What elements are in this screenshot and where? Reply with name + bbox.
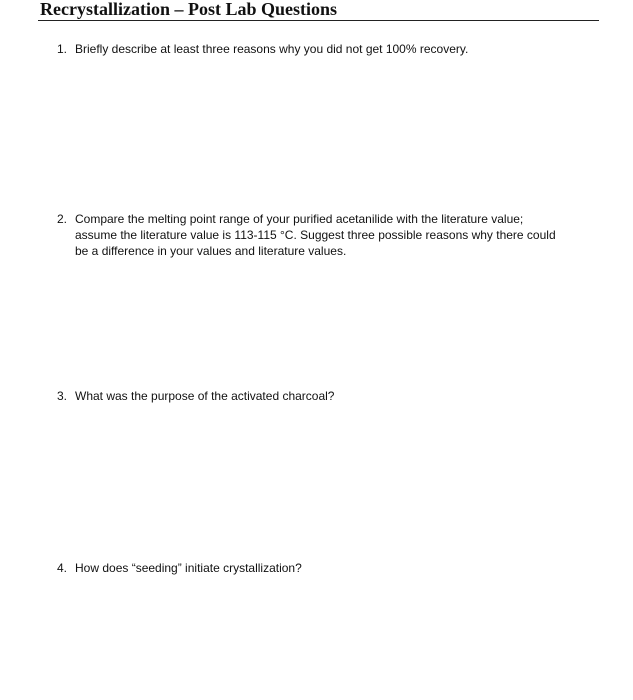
question-text-line: assume the literature value is 113-115 °C. Suggest three possible reasons why there could: [75, 228, 556, 242]
question-number: 4.: [57, 561, 68, 575]
question-text-line: What was the purpose of the activated charcoal?: [75, 389, 335, 403]
question-3: [57, 388, 597, 404]
question-text-line: How does “seeding” initiate crystallization?: [75, 561, 302, 575]
question-1: [57, 41, 597, 57]
question-4: [57, 560, 597, 576]
question-number: 3.: [57, 389, 68, 403]
question-number: 1.: [57, 42, 68, 56]
question-text-line: Compare the melting point range of your purified acetanilide with the literature value;: [75, 212, 524, 226]
question-text-line: be a difference in your values and literature values.: [75, 244, 347, 258]
question-text-line: Briefly describe at least three reasons why you did not get 100% recovery.: [75, 42, 469, 56]
question-number: 2.: [57, 212, 68, 226]
question-2: [57, 211, 597, 259]
title-underline: [38, 20, 599, 21]
page-title: Recrystallization – Post Lab Questions: [40, 0, 337, 19]
